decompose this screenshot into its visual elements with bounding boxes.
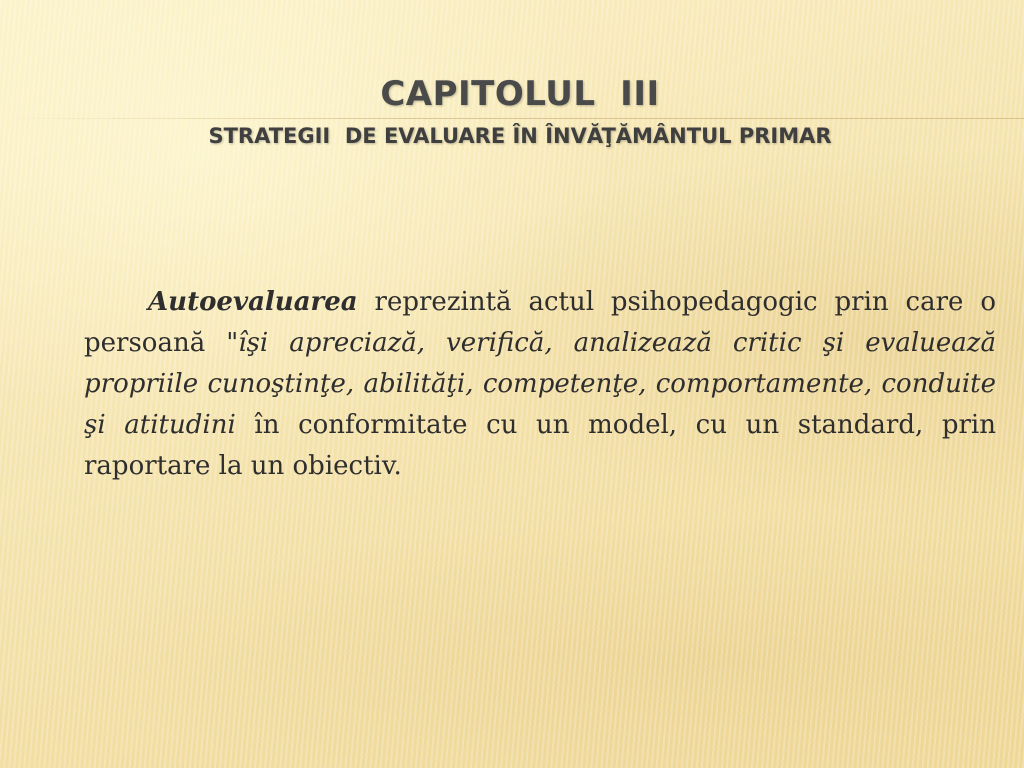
paragraph-part2: în conformitate cu un model, cu un standard, prin raportare la un obiectiv. bbox=[84, 410, 996, 481]
paragraph-quote: "îşi apreciază, verifică, analizează critic şi evaluează propriile cunoştinţe, abilităţi, competenţe, comportamente, conduite şi atitudini bbox=[84, 328, 996, 440]
body-paragraph bbox=[84, 282, 996, 487]
slide-subtitle: STRATEGII DE EVALUARE ÎN ÎNVĂŢĂMÂNTUL PRIMAR bbox=[208, 124, 832, 148]
paragraph-term: Autoevaluarea bbox=[148, 287, 358, 317]
slide-title: CAPITOLUL III bbox=[380, 74, 660, 114]
title-divider bbox=[0, 118, 1024, 119]
paragraph-part1: reprezintă actul psihopedagogic prin care o persoană bbox=[84, 287, 996, 358]
